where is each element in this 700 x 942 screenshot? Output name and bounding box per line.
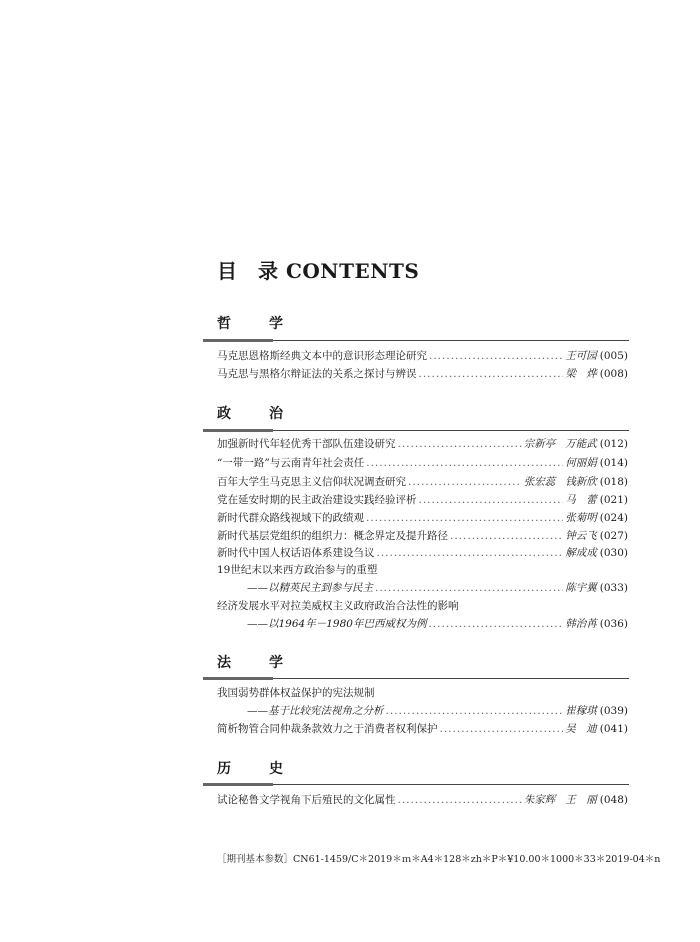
entry-subtitle: ——基于比较宪法视角之分析 — [247, 705, 384, 717]
section-rule-accent — [203, 677, 273, 680]
leader-dots — [419, 366, 564, 382]
page-title: 目 录 CONTENTS — [217, 259, 420, 283]
entry-page: (033) — [599, 582, 628, 594]
leader-dots — [375, 580, 563, 596]
entry-author: 万能武 — [565, 438, 597, 450]
section-heading-philosophy: 哲 学 — [217, 316, 295, 332]
entry-page: (008) — [599, 368, 628, 380]
entry-author: 何丽娟 — [565, 457, 597, 469]
toc-entry-subtitle[interactable] — [217, 616, 628, 632]
toc-entry[interactable] — [217, 436, 628, 452]
section-rule-accent — [203, 783, 273, 786]
entry-title: 马克思恩格斯经典文本中的意识形态理论研究 — [217, 350, 427, 362]
toc-entry[interactable] — [217, 685, 628, 701]
entry-title: 新时代中国人权话语体系建设刍议 — [217, 547, 375, 559]
toc-entry[interactable] — [217, 528, 628, 544]
toc-entry[interactable] — [217, 474, 628, 490]
entry-title: 马克思与黑格尔辩证法的关系之探讨与辨误 — [217, 368, 417, 380]
entry-subtitle: ——以精英民主到参与民主 — [247, 582, 373, 594]
toc-entry-subtitle[interactable] — [217, 703, 628, 719]
entry-page: (048) — [599, 794, 628, 806]
section-heading-law: 法 学 — [217, 655, 295, 671]
toc-entry[interactable] — [217, 366, 628, 382]
footer-journal-params: ［期刊基本参数］CN61-1459/C＊2019＊ｍ＊A4＊128＊zh＊P＊¥10.00＊1000＊33＊2019-04＊n — [217, 854, 661, 865]
entry-page: (027) — [599, 530, 628, 542]
toc-entry[interactable] — [217, 598, 628, 614]
entry-page: (041) — [599, 723, 628, 735]
entry-title: 经济发展水平对拉美威权主义政府政治合法性的影响 — [217, 600, 459, 612]
entry-author: 马 蕾 — [565, 494, 597, 506]
leader-dots — [386, 703, 564, 719]
entry-subtitle: ——以1964年－1980年巴西威权为例 — [247, 618, 427, 630]
entry-page: (018) — [599, 476, 628, 488]
toc-entry[interactable] — [217, 792, 628, 808]
leader-dots — [366, 510, 563, 526]
toc-entry[interactable] — [217, 545, 628, 561]
entry-page: (012) — [599, 438, 628, 450]
entry-title: 试论秘鲁文学视角下后殖民的文化属性 — [217, 794, 396, 806]
leader-dots — [440, 721, 564, 737]
section-rule-accent — [203, 339, 273, 342]
entry-author: 王可园 — [565, 350, 597, 362]
entry-page: (014) — [599, 457, 628, 469]
entry-title: 新时代群众路线视域下的政绩观 — [217, 512, 364, 524]
entry-author: 解成成 — [565, 547, 597, 559]
entry-title: 百年大学生马克思主义信仰状况调查研究 — [217, 476, 406, 488]
leader-dots — [398, 792, 522, 808]
entry-author: 王 丽 — [565, 794, 597, 806]
entry-page: (021) — [599, 494, 628, 506]
section-heading-history: 历 史 — [217, 761, 295, 777]
leader-dots — [398, 436, 522, 452]
toc-entry[interactable] — [217, 510, 628, 526]
toc-entry[interactable] — [217, 492, 628, 508]
entry-author: 钟云飞 — [565, 530, 597, 542]
leader-dots — [450, 528, 563, 544]
entry-title: 19世纪末以来西方政治参与的重塑 — [217, 564, 378, 576]
section-heading-politics: 政 治 — [217, 406, 295, 422]
toc-entry-subtitle[interactable] — [217, 580, 628, 596]
toc-entry[interactable] — [217, 562, 628, 578]
entry-author: 宗新亭 — [523, 438, 556, 450]
entry-title: “一带一路”与云南青年社会责任 — [217, 457, 365, 469]
entry-author: 吴 迪 — [565, 723, 597, 735]
entry-author: 张宏蕊 — [523, 476, 556, 488]
entry-title: 我国弱势群体权益保护的宪法规制 — [217, 687, 375, 699]
entry-page: (039) — [599, 705, 628, 717]
entry-page: (024) — [599, 512, 628, 524]
entry-author: 梁 烨 — [565, 368, 597, 380]
entry-page: (005) — [599, 350, 628, 362]
entry-page: (036) — [599, 618, 628, 630]
toc-entry[interactable] — [217, 348, 628, 364]
entry-page: (030) — [599, 547, 628, 559]
toc-entry[interactable] — [217, 721, 628, 737]
leader-dots — [429, 348, 563, 364]
entry-title: 党在延安时期的民主政治建设实践经验评析 — [217, 494, 417, 506]
entry-title: 加强新时代年轻优秀干部队伍建设研究 — [217, 438, 396, 450]
leader-dots — [419, 492, 564, 508]
entry-title: 新时代基层党组织的组织力：概念界定及提升路径 — [217, 530, 448, 542]
entry-author: 陈宇翼 — [565, 582, 597, 594]
entry-author: 张菊明 — [565, 512, 597, 524]
toc-entry[interactable] — [217, 455, 628, 471]
leader-dots — [377, 545, 564, 561]
entry-author: 钱新欣 — [565, 476, 597, 488]
entry-author: 崔稼琪 — [565, 705, 597, 717]
entry-author: 韩治苒 — [565, 618, 597, 630]
leader-dots — [428, 616, 563, 632]
entry-author: 朱家辉 — [523, 794, 556, 806]
leader-dots — [366, 455, 563, 471]
section-rule-accent — [203, 429, 273, 432]
leader-dots — [408, 474, 522, 490]
entry-title: 简析物管合同仲裁条款效力之于消费者权利保护 — [217, 723, 438, 735]
